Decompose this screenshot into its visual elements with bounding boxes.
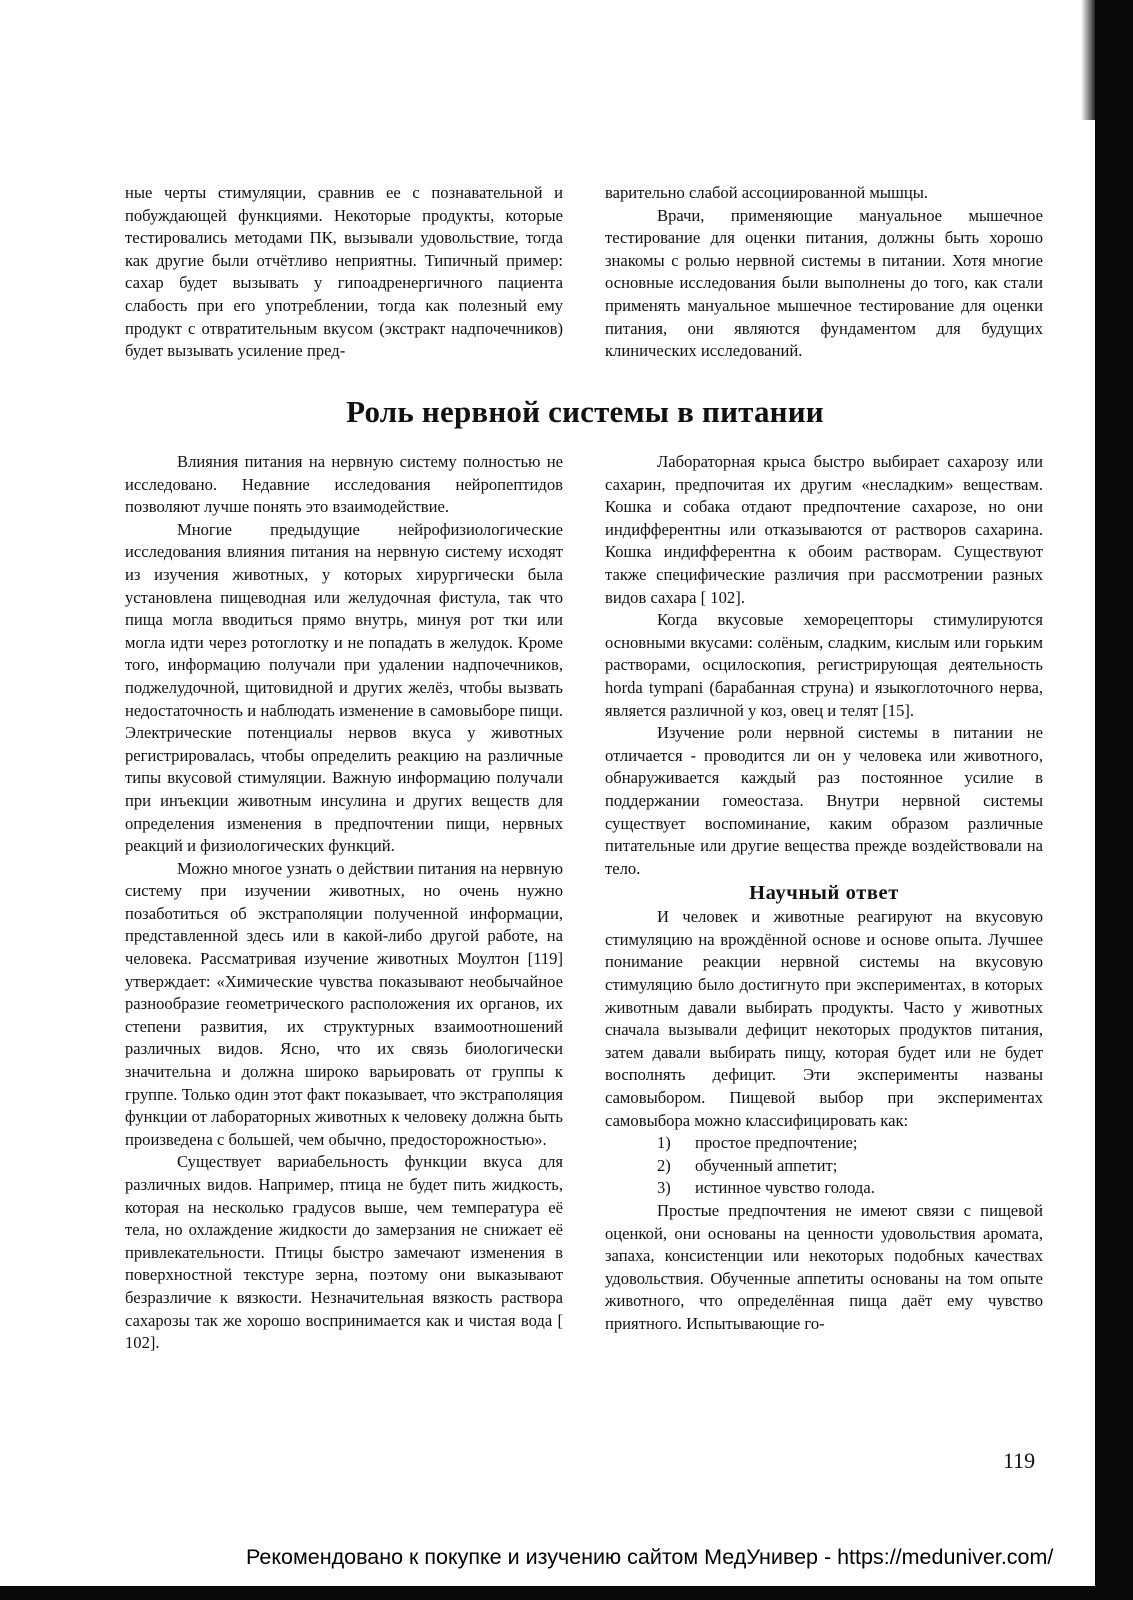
choice-list [605, 1132, 1043, 1200]
scan-edge-right [1095, 0, 1133, 1600]
right-paragraph-1: Лабораторная крыса быстро выбирает сахарозу или сахарин, предпочитая их другим «несладким» веществам. Кошка и собака отдают предпочтение сахарозе, но они индифферентны или отказываются от растворов сахарина. Кошка индифферентна к обоим растворам. Существуют также специфические различия при рассмотрении разных видов сахара [ 102]. [605, 452, 1043, 607]
list-item-text: простое предпочтение; [695, 1133, 858, 1153]
page-number: 119 [1003, 1448, 1036, 1473]
left-paragraph-3: Можно многое узнать о действии питания на нервную систему при изучении животных, но очень нужно позаботиться об экстраполяции полученной информации, представленной здесь или в какой-либо другой работе, на человека. Рассматривая изучение животных Моултон [119] утверждает: «Химические чувства показывают необычайное разнообразие геометрического расположения их органов, их степени развития, их структурных взаимоотношений различных видов. Ясно, что их связь биологически значительна и должна широко варьировать от группы к группе. Только один этот факт показывает, что экстраполяция функции от лабораторных животных к человеку должна быть произведена с большей, чем обычно, предосторожностью». [125, 858, 563, 1149]
right-paragraph-4: И человек и животные реагируют на вкусовую стимуляцию на врождённой основе и основе опыта. Лучшее понимание реакции нервной системы на вкусовую стимуляцию было достигнуто при экспериментах, в которых животным давали выбирать продукты. Часто у животных сначала вызывали дефицит некоторых продуктов питания, затем давали выбирать пищу, которая будет или не будет восполнять дефицит. Эти эксперименты названы самовыбором. Пищевой выбор при экспериментах самовыбора можно классифицировать как: [605, 907, 1043, 1130]
top-left-column [125, 182, 563, 363]
left-column [125, 451, 563, 1355]
list-item [605, 1132, 1043, 1155]
list-item [605, 1177, 1043, 1200]
left-paragraph-2: Многие предыдущие нейрофизиологические исследования влияния питания на нервную систему исходят из изучения животных, у которых хирургически была установлена пищеводная или желудочная фистула, так что пища могла вводиться прямо внутрь, минуя рот тки или могла идти через ротоглотку и не попадать в желудок. Кроме того, информацию получали при удалении надпочечников, поджелудочной, щитовидной и других желёз, чтобы вызвать недостаточность и наблюдать изменение в самовыборе пищи. Электрические потенциалы нервов вкуса у животных регистрировалась, чтобы определить реакцию на различные типы вкусовой стимуляции. Важную информацию получали при инъекции животным инсулина и других веществ для определения изменения в предпочтении пищи, нервных реакций и физиологических функций. [125, 519, 563, 856]
list-item-number: 2) [657, 1155, 671, 1175]
left-paragraph-1: Влияния питания на нервную систему полностью не исследовано. Недавние исследования нейропептидов позволяют лучше понять это взаимодействие. [125, 452, 563, 517]
right-column [605, 451, 1043, 1336]
top-right-paragraph-2: Врачи, применяющие мануальное мышечное тестирование для оценки питания, должны быть хорошо знакомы с ролью нервной системы в питании. Хотя многие основные исследования были выполнены до того, как стали применять мануальное мышечное тестирование для оценки питания, они являются фундаментом для будущих клинических исследований. [605, 205, 1043, 361]
top-left-paragraph: ные черты стимуляции, сравнив ее с познавательной и побуждающей функциями. Некоторые продукты, которые тестировались методами ПК, вызывали удовольствие, тогда как другие были отчётливо неприятны. Типичный пример: сахар будет вызывать у гипоадренергичного пациента слабость при его употреблении, тогда как полезный ему продукт с отвратительным вкусом (экстракт надпочечников) будет вызывать усиление пред- [125, 183, 563, 361]
right-paragraph-5: Простые предпочтения не имеют связи с пищевой оценкой, они основаны на ценности удовольствия аромата, запаха, консистенции или некоторых подобных качествах удовольствия. Обученные аппетиты основаны на том опыте животного, что определённая пища даёт ему чувство приятного. Испытывающие го- [605, 1201, 1043, 1333]
list-item-text: истинное чувство голода. [695, 1178, 875, 1198]
top-right-column [605, 182, 1043, 363]
footer-recommendation: Рекомендовано к покупке и изучению сайтом МедУнивер - https://meduniver.com/ [246, 1545, 1054, 1569]
right-paragraph-3: Изучение роли нервной системы в питании не отличается - проводится ли он у человека или животного, обнаруживается каждый раз постоянное усилие в поддержании гомеостаза. Внутри нервной системы существует воспоминание, каким образом различные питательные или другие вещества прежде воздействовали на тело. [605, 723, 1043, 878]
scan-edge-bottom [0, 1586, 1133, 1600]
list-item [605, 1155, 1043, 1178]
section-title: Роль нервной системы в питании [346, 394, 824, 429]
list-item-number: 1) [657, 1133, 671, 1153]
top-right-paragraph-1: варительно слабой ассоциированной мышцы. [605, 183, 929, 202]
list-item-number: 3) [657, 1178, 671, 1198]
left-paragraph-4: Существует вариабельность функции вкуса для различных видов. Например, птица не будет пить жидкость, которая на несколько градусов выше, чем температура её тела, но охлаждение жидкости до замерзания не снижает её привлекательности. Птицы быстро замечают изменения в поверхностной текстуре зерна, поэтому они выказывают безразличие к вязкости. Незначительная вязкость раствора сахарозы так же хорошо воспринимается как и чистая вода [ 102]. [125, 1152, 563, 1353]
subsection-title: Научный ответ [749, 882, 899, 905]
right-paragraph-2: Когда вкусовые хеморецепторы стимулируются основными вкусами: солёным, сладким, кислым или горьким растворами, осцилоскопия, регистрирующая деятельность horda tympani (барабанная струна) и языкоглоточного нерва, является различной у коз, овец и телят [15]. [605, 610, 1043, 720]
list-item-text: обученный аппетит; [695, 1155, 838, 1175]
